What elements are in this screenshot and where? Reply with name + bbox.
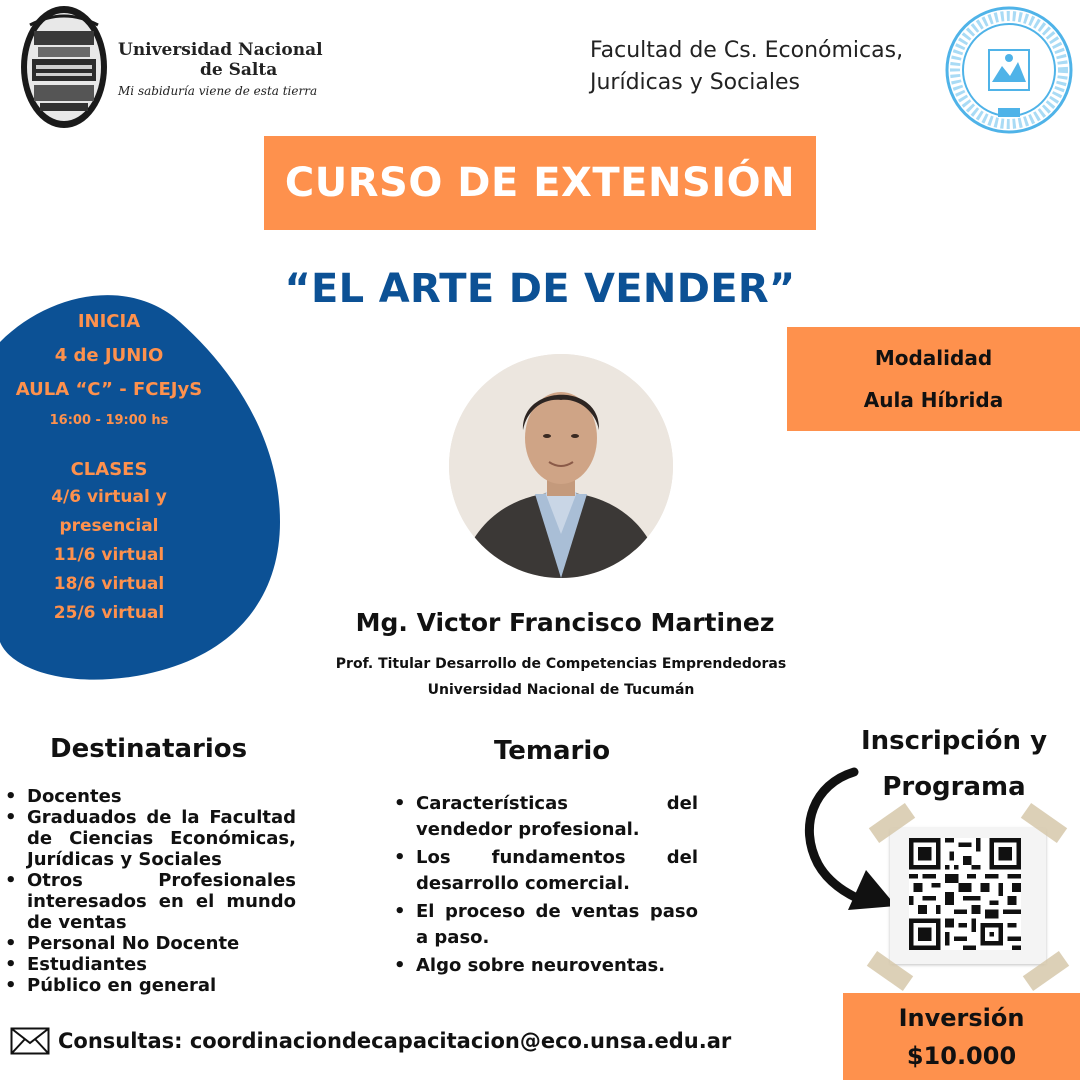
class-date: 4/6 virtual y presencial xyxy=(51,487,167,536)
speaker-photo xyxy=(449,354,673,578)
class-date: 11/6 virtual xyxy=(53,545,165,565)
schedule-info xyxy=(0,305,218,628)
class-date: 18/6 virtual xyxy=(53,574,165,594)
course-type: CURSO DE EXTENSIÓN xyxy=(284,160,796,206)
faculty-name-line2: Jurídicas y Sociales xyxy=(590,70,800,95)
speaker-name: Mg. Victor Francisco Martinez xyxy=(355,608,775,637)
list-item: • Graduados de la Facultad de Ciencias Económicas, Jurídicas y Sociales xyxy=(27,807,296,870)
list-item: • Algo sobre neuroventas. xyxy=(416,953,698,979)
start-date: 4 de JUNIO xyxy=(54,345,164,366)
speaker-institution: Universidad Nacional de Tucumán xyxy=(427,682,695,698)
list-item: • Personal No Docente xyxy=(27,933,296,954)
syllabus-list xyxy=(416,791,698,981)
modality-label: Modalidad xyxy=(874,346,993,370)
university-logo xyxy=(20,5,108,129)
list-item: • Los fundamentos del desarrollo comercial. xyxy=(416,845,698,897)
mail-icon xyxy=(10,1027,50,1055)
list-item: • Público en general xyxy=(27,975,296,996)
faculty-name-line1: Facultad de Cs. Económicas, xyxy=(590,38,904,63)
list-item: • Docentes xyxy=(27,786,296,807)
audience-list xyxy=(27,786,296,996)
list-item: • Características del vendedor profesional. xyxy=(416,791,698,843)
class-hours: 16:00 - 19:00 hs xyxy=(49,413,169,428)
classes-label: CLASES xyxy=(70,459,148,480)
syllabus-title: Temario xyxy=(494,736,611,766)
classroom: AULA “C” - FCEJyS xyxy=(15,379,203,400)
registration-title-line2: Programa xyxy=(882,772,1026,802)
university-name xyxy=(118,40,323,100)
list-item: • Otros Profesionales interesados en el mundo de ventas xyxy=(27,870,296,933)
university-name-line1: Universidad Nacional xyxy=(118,40,323,60)
registration-title-line1: Inscripción y xyxy=(860,726,1048,756)
course-title: “EL ARTE DE VENDER” xyxy=(284,266,796,312)
university-motto: Mi sabiduría viene de esta tierra xyxy=(118,84,318,98)
speaker-credentials xyxy=(0,651,1080,703)
investment-box xyxy=(843,993,1080,1080)
contact-line xyxy=(10,1027,731,1055)
faculty-name xyxy=(590,35,903,99)
speaker-role: Prof. Titular Desarrollo de Competencias Emprendedoras xyxy=(335,656,787,672)
contact-email-link[interactable]: Consultas: coordinaciondecapacitacion@eco.unsa.edu.ar xyxy=(58,1029,732,1053)
audience-title: Destinatarios xyxy=(50,734,248,764)
modality-box xyxy=(787,327,1080,431)
investment-label: Inversión xyxy=(898,1003,1025,1032)
investment-amount: $10.000 xyxy=(906,1041,1017,1070)
registration-qr-code[interactable] xyxy=(909,838,1021,950)
list-item: • Estudiantes xyxy=(27,954,296,975)
modality-value: Aula Híbrida xyxy=(863,388,1004,412)
list-item: • El proceso de ventas paso a paso. xyxy=(416,899,698,951)
class-date: 25/6 virtual xyxy=(53,603,165,623)
faculty-seal-logo xyxy=(942,4,1076,136)
university-name-line2: de Salta xyxy=(200,60,278,80)
course-type-banner xyxy=(264,136,816,230)
start-label: INICIA xyxy=(77,311,141,332)
